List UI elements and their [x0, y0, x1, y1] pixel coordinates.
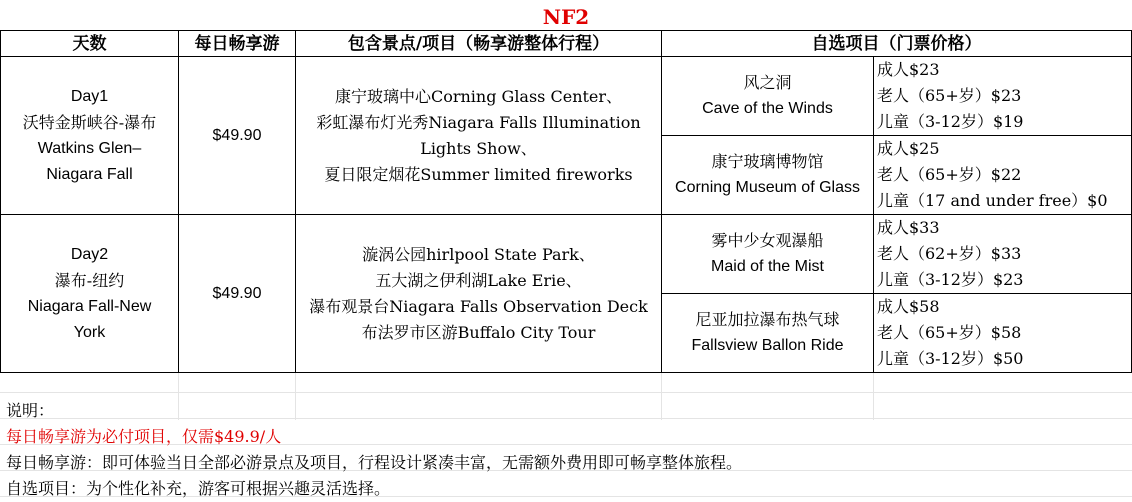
day-route-cn: 瀑布-纽约 — [54, 270, 125, 290]
sheet-gridline — [873, 368, 874, 420]
price-child: 儿童（3-12岁）$50 — [877, 349, 1024, 368]
daily-price-cell: $49.90 — [179, 215, 296, 373]
optional-item-cell — [662, 57, 874, 136]
attraction-line: 彩虹瀑布灯光秀Niagara Falls Illumination — [316, 112, 641, 132]
optional-item-cell — [662, 294, 874, 373]
table-row — [1, 57, 1132, 136]
attractions-cell — [296, 215, 662, 373]
notes-heading: 说明： — [6, 401, 55, 420]
day-cell — [1, 215, 179, 373]
price-adult: 成人$58 — [877, 297, 940, 316]
attraction-line: 夏日限定烟花Summer limited fireworks — [324, 164, 633, 184]
daily-price-cell: $49.90 — [179, 57, 296, 215]
header-days: 天数 — [1, 31, 179, 57]
attractions-cell — [296, 57, 662, 215]
day-label: Day1 — [70, 87, 109, 105]
price-adult: 成人$33 — [877, 218, 940, 237]
table-row — [1, 215, 1132, 294]
attraction-line: 瀑布观景台Niagara Falls Observation Deck — [309, 296, 648, 316]
price-senior: 老人（65+岁）$22 — [877, 165, 1022, 184]
optional-name-en: Cave of the Winds — [702, 100, 833, 117]
attraction-line: 五大湖之伊利湖Lake Erie、 — [375, 270, 582, 290]
price-child: 儿童（3-12岁）$19 — [877, 112, 1024, 131]
header-daily-price: 每日畅享游 — [179, 31, 296, 57]
price-child: 儿童（3-12岁）$23 — [877, 270, 1024, 289]
optional-name-cn: 雾中少女观瀑船 — [711, 231, 824, 250]
required-note: 每日畅享游为必付项目，仅需$49.9/人 — [6, 427, 282, 446]
price-senior: 老人（65+岁）$23 — [877, 86, 1022, 105]
optional-name-cn: 风之洞 — [743, 73, 792, 92]
optional-price-cell — [874, 136, 1132, 215]
optional-name-en: Maid of the Mist — [711, 258, 824, 275]
day-route-cn: 沃特金斯峡谷-瀑布 — [22, 112, 157, 132]
optional-note: 自选项目：为个性化补充，游客可根据兴趣灵活选择。 — [6, 479, 391, 498]
daily-note: 每日畅享游：即可体验当日全部必游景点及项目，行程设计紧凑丰富，无需额外费用即可畅享整体旅程。 — [6, 453, 743, 472]
day-route-en: Watkins Glen– — [37, 139, 142, 157]
optional-name-en: Corning Museum of Glass — [675, 179, 860, 196]
price-adult: 成人$25 — [877, 139, 940, 158]
optional-name-cn: 尼亚加拉瀑布热气球 — [695, 310, 840, 329]
notes-section — [6, 398, 742, 502]
optional-price-cell — [874, 294, 1132, 373]
optional-name-cn: 康宁玻璃博物馆 — [711, 152, 824, 171]
sheet-gridline — [0, 392, 1132, 393]
day-cell — [1, 57, 179, 215]
sheet-title: NF2 — [542, 5, 590, 29]
price-senior: 老人（62+岁）$33 — [877, 244, 1022, 263]
itinerary-table — [0, 30, 1132, 373]
price-senior: 老人（65+岁）$58 — [877, 323, 1022, 342]
attraction-line: Lights Show、 — [420, 138, 537, 158]
header-optional: 自选项目（门票价格） — [662, 31, 1132, 57]
attraction-line: 康宁玻璃中心Corning Glass Center、 — [334, 86, 623, 106]
optional-item-cell — [662, 215, 874, 294]
header-attractions: 包含景点/项目（畅享游整体行程） — [296, 31, 662, 57]
optional-price-cell — [874, 215, 1132, 294]
optional-item-cell — [662, 136, 874, 215]
attraction-line: 漩涡公园hirlpool State Park、 — [362, 244, 595, 264]
day-route-en: Niagara Fall-New — [27, 297, 152, 315]
day-route-en: Niagara Fall — [46, 165, 133, 183]
price-adult: 成人$23 — [877, 60, 940, 79]
optional-price-cell — [874, 57, 1132, 136]
table-header-row — [1, 31, 1132, 57]
optional-name-en: Fallsview Ballon Ride — [691, 337, 844, 354]
price-child: 儿童（17 and under free）$0 — [877, 191, 1108, 210]
day-route-en: York — [73, 323, 106, 341]
day-label: Day2 — [70, 245, 109, 263]
attraction-line: 布法罗市区游Buffalo City Tour — [361, 322, 596, 342]
